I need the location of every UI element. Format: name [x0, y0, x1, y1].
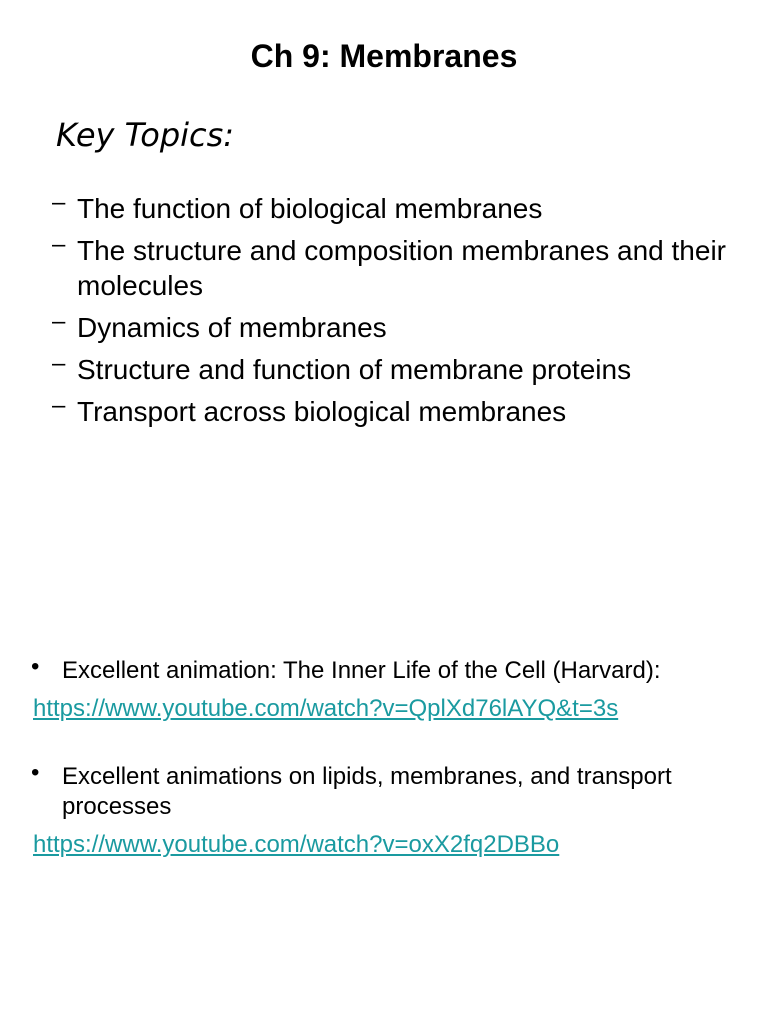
topic-item — [46, 394, 746, 429]
topic-text: Transport across biological membranes — [77, 396, 567, 427]
dash-bullet-icon: – — [52, 189, 66, 216]
topic-item — [46, 233, 746, 303]
bullet-icon: • — [31, 653, 40, 680]
resource-text: Excellent animations on lipids, membranes, and transport processes — [62, 763, 672, 820]
dash-bullet-icon: – — [52, 392, 66, 419]
slide-title: Ch 9: Membranes — [250, 38, 518, 74]
topic-item — [46, 191, 746, 226]
topic-item — [46, 310, 746, 345]
key-topics-heading: Key Topics: — [56, 116, 235, 154]
topic-text: Structure and function of membrane proteins — [77, 354, 632, 385]
resource-group — [31, 653, 733, 724]
resources-section — [31, 653, 733, 860]
topic-item — [46, 352, 746, 387]
dash-bullet-icon: – — [52, 350, 66, 377]
topic-text: The structure and composition membranes and their molecules — [77, 235, 726, 301]
resource-group — [31, 759, 733, 860]
resource-description — [31, 759, 733, 822]
resource-text: Excellent animation: The Inner Life of the Cell (Harvard): — [62, 657, 661, 684]
resource-link[interactable]: https://www.youtube.com/watch?v=oxX2fq2DBBo — [33, 831, 560, 858]
resource-description — [31, 653, 733, 686]
dash-bullet-icon: – — [52, 231, 66, 258]
topic-text: The function of biological membranes — [77, 193, 543, 224]
topic-text: Dynamics of membranes — [77, 312, 387, 343]
resource-link[interactable]: https://www.youtube.com/watch?v=QplXd76lAYQ&t=3s — [33, 695, 619, 722]
dash-bullet-icon: – — [52, 308, 66, 335]
bullet-icon: • — [31, 759, 40, 786]
topics-list — [46, 191, 746, 436]
